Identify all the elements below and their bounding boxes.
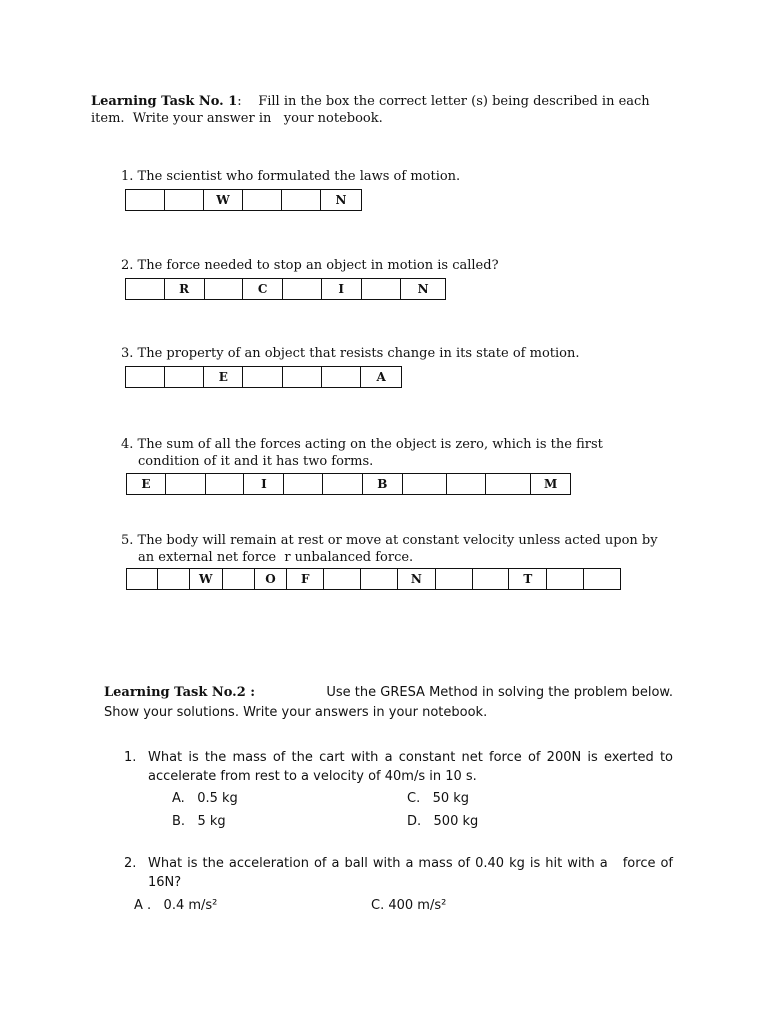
- task2-instruction-line1: Use the GRESA Method in solving the problem below.: [326, 685, 673, 700]
- letter-box[interactable]: [436, 569, 473, 589]
- letter-box[interactable]: N: [398, 569, 436, 589]
- letter-box[interactable]: [158, 569, 190, 589]
- letter-box[interactable]: W: [190, 569, 223, 589]
- letter-box[interactable]: [322, 367, 362, 387]
- letter-box[interactable]: [447, 474, 487, 494]
- task2-heading: [104, 685, 673, 700]
- letter-boxes-2: [125, 278, 446, 300]
- letter-box[interactable]: [486, 474, 531, 494]
- letter-boxes-1: [125, 189, 362, 211]
- letter-boxes-3: [125, 366, 402, 388]
- letter-box[interactable]: [126, 190, 165, 210]
- letter-box[interactable]: W: [204, 190, 243, 210]
- task2-q2-option-a: A . 0.4 m/s²: [134, 898, 218, 913]
- letter-box[interactable]: [206, 474, 245, 494]
- letter-box[interactable]: [361, 569, 398, 589]
- task2-q1-number: 1.: [124, 750, 137, 765]
- letter-box[interactable]: M: [543, 477, 558, 491]
- letter-box[interactable]: [323, 474, 363, 494]
- letter-box[interactable]: [284, 474, 323, 494]
- letter-box[interactable]: N: [417, 282, 429, 296]
- letter-box[interactable]: [223, 569, 255, 589]
- letter-box[interactable]: O: [255, 569, 288, 589]
- letter-box[interactable]: [283, 367, 322, 387]
- task1-question-5-line2: an external net force r unbalanced force.: [138, 550, 414, 565]
- letter-box[interactable]: [282, 190, 321, 210]
- task1-colon: :: [237, 94, 242, 109]
- letter-box[interactable]: F: [287, 569, 324, 589]
- task1-question-4-line2: condition of it and it has two forms.: [138, 454, 374, 469]
- letter-box[interactable]: [324, 569, 361, 589]
- task2-instruction-line2: Show your solutions. Write your answers in your notebook.: [104, 705, 488, 720]
- letter-box[interactable]: I: [322, 279, 362, 299]
- letter-box[interactable]: B: [363, 474, 403, 494]
- letter-box[interactable]: R: [165, 279, 205, 299]
- task2-q2-option-c: C. 400 m/s²: [371, 898, 447, 913]
- task1-instruction-line1: Fill in the box the correct letter (s) being described in each: [258, 94, 650, 109]
- letter-boxes-5: [126, 568, 621, 590]
- task1-heading: [91, 92, 673, 111]
- letter-box[interactable]: E: [127, 474, 166, 494]
- task2-q2-line1: What is the acceleration of a ball with a mass of 0.40 kg is hit with a force of: [148, 856, 673, 871]
- letter-box[interactable]: [205, 279, 244, 299]
- letter-box[interactable]: C: [243, 279, 283, 299]
- letter-box[interactable]: [127, 569, 158, 589]
- letter-box[interactable]: E: [204, 367, 243, 387]
- letter-box[interactable]: [473, 569, 510, 589]
- letter-box[interactable]: [243, 367, 283, 387]
- letter-box[interactable]: [362, 279, 402, 299]
- letter-box[interactable]: [584, 569, 620, 589]
- task2-q1-option-a: A. 0.5 kg: [172, 791, 238, 806]
- letter-box[interactable]: [283, 279, 322, 299]
- letter-box[interactable]: [547, 569, 584, 589]
- task2-label: Learning Task No.2 :: [104, 685, 256, 700]
- task1-question-5-line1: 5. The body will remain at rest or move at constant velocity unless acted upon by: [121, 533, 658, 548]
- letter-box[interactable]: [165, 190, 204, 210]
- letter-box[interactable]: T: [509, 569, 547, 589]
- task2-q1-option-b: B. 5 kg: [172, 814, 226, 829]
- letter-box[interactable]: [243, 190, 282, 210]
- task1-question-4-line1: 4. The sum of all the forces acting on the object is zero, which is the first: [121, 437, 603, 452]
- letter-box[interactable]: [126, 367, 165, 387]
- letter-boxes-4: [126, 473, 571, 495]
- task1-question-3: 3. The property of an object that resists change in its state of motion.: [121, 346, 580, 361]
- task2-q1-option-c: C. 50 kg: [407, 791, 470, 806]
- task2-q1-line1: What is the mass of the cart with a constant net force of 200N is exerted to: [148, 750, 673, 765]
- task2-q2-number: 2.: [124, 856, 137, 871]
- letter-box[interactable]: [166, 474, 206, 494]
- task1-question-2: 2. The force needed to stop an object in motion is called?: [121, 258, 499, 273]
- task1-label: Learning Task No. 1: [91, 94, 238, 109]
- task1-question-1: 1. The scientist who formulated the laws of motion.: [121, 169, 461, 184]
- task2-q2-line2: 16N?: [148, 875, 182, 890]
- letter-box[interactable]: [403, 474, 447, 494]
- letter-box[interactable]: [165, 367, 205, 387]
- letter-box[interactable]: I: [244, 474, 284, 494]
- task1-instruction-line2: item. Write your answer in your notebook.: [91, 111, 383, 126]
- task2-q1-line2: accelerate from rest to a velocity of 40m/s in 10 s.: [148, 769, 477, 784]
- letter-box[interactable]: [126, 279, 165, 299]
- letter-box[interactable]: A: [376, 370, 386, 384]
- task2-q1-option-d: D. 500 kg: [407, 814, 479, 829]
- letter-box[interactable]: N: [335, 193, 347, 207]
